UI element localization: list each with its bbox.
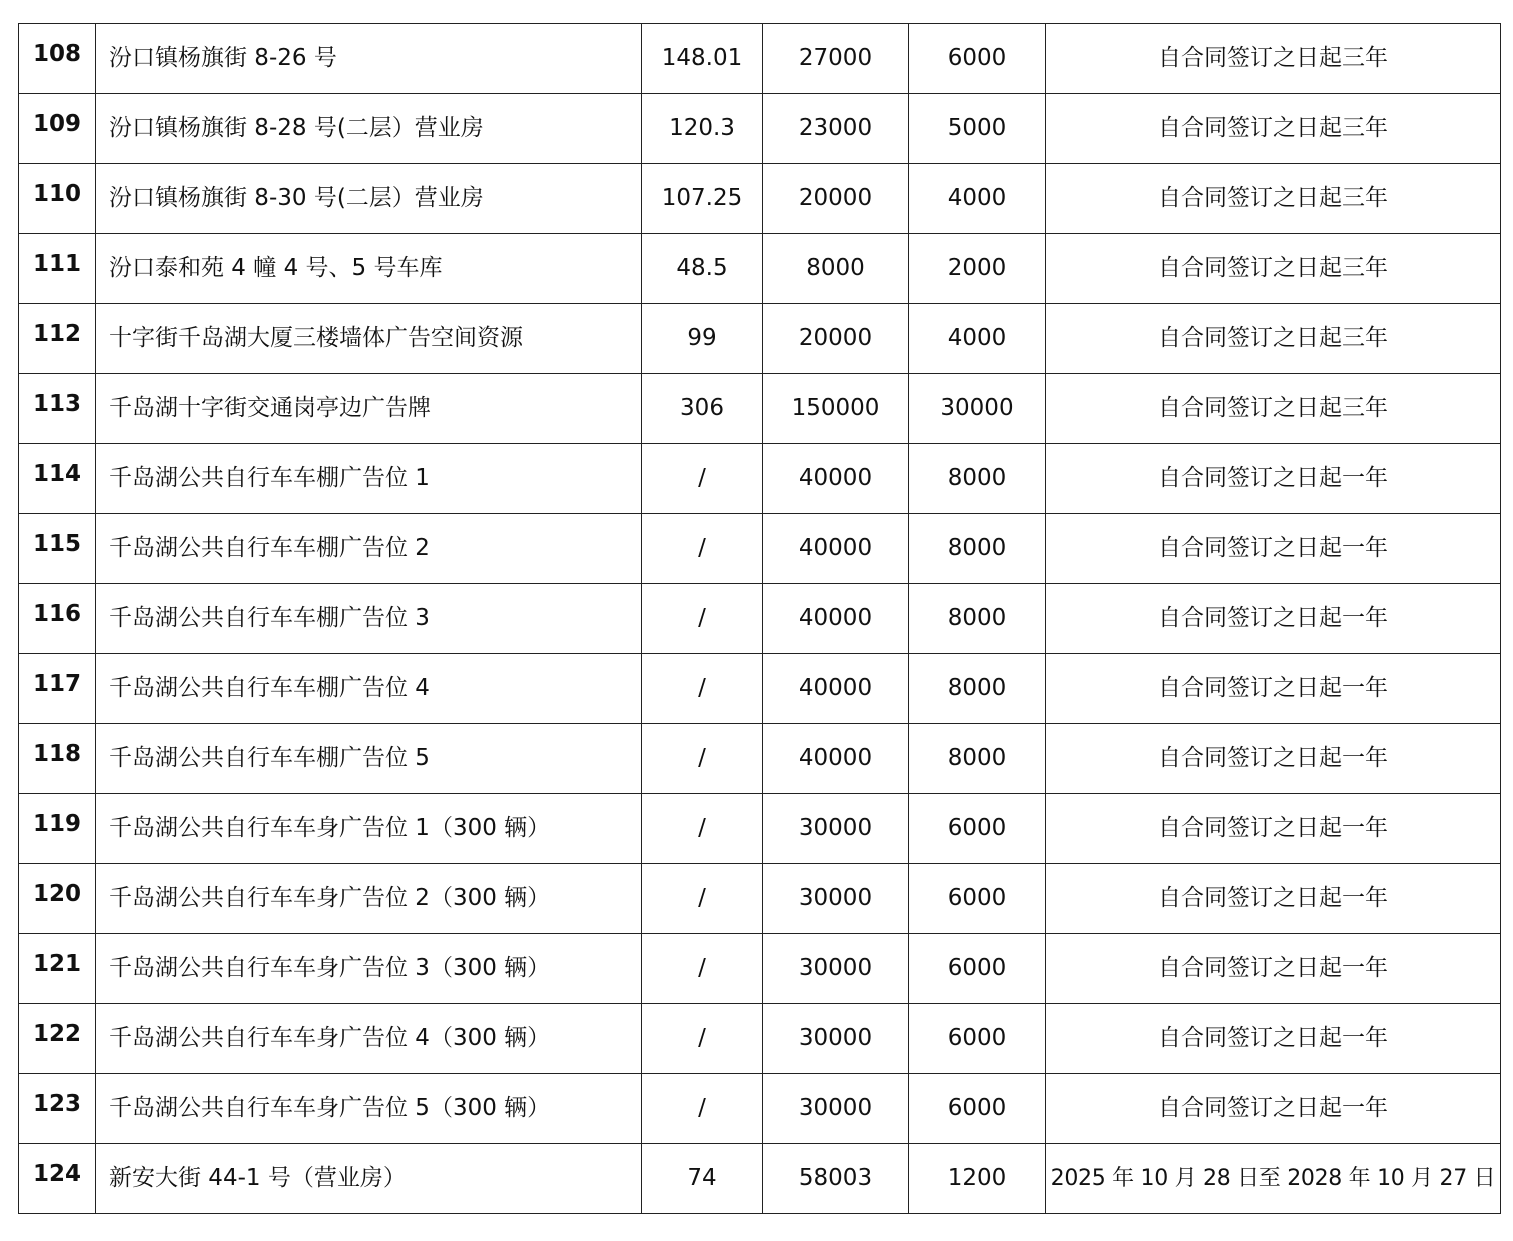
price-value: 40000	[763, 724, 909, 794]
document-page	[18, 23, 1501, 1214]
price-value: 27000	[763, 24, 909, 94]
lease-term: 自合同签订之日起三年	[1046, 304, 1501, 374]
table-row	[19, 24, 1501, 94]
lease-term: 自合同签订之日起一年	[1046, 654, 1501, 724]
lease-term: 自合同签订之日起三年	[1046, 234, 1501, 304]
row-number: 117	[19, 654, 96, 724]
row-number: 111	[19, 234, 96, 304]
deposit-value: 8000	[909, 514, 1046, 584]
deposit-value: 1200	[909, 1144, 1046, 1214]
asset-name: 千岛湖公共自行车车棚广告位 5	[96, 724, 642, 794]
row-number: 109	[19, 94, 96, 164]
table-row	[19, 1004, 1501, 1074]
table-row	[19, 374, 1501, 444]
deposit-value: 6000	[909, 24, 1046, 94]
asset-name: 千岛湖公共自行车车身广告位 5（300 辆）	[96, 1074, 642, 1144]
table-row	[19, 1074, 1501, 1144]
table-row	[19, 584, 1501, 654]
price-value: 40000	[763, 444, 909, 514]
table-row	[19, 234, 1501, 304]
price-value: 30000	[763, 934, 909, 1004]
row-number: 122	[19, 1004, 96, 1074]
deposit-value: 4000	[909, 164, 1046, 234]
area-value: 120.3	[642, 94, 763, 164]
deposit-value: 6000	[909, 794, 1046, 864]
lease-term: 自合同签订之日起一年	[1046, 794, 1501, 864]
area-value: 99	[642, 304, 763, 374]
price-value: 30000	[763, 1074, 909, 1144]
asset-name: 千岛湖公共自行车车棚广告位 4	[96, 654, 642, 724]
area-value: /	[642, 934, 763, 1004]
area-value: /	[642, 1004, 763, 1074]
row-number: 121	[19, 934, 96, 1004]
asset-name: 千岛湖公共自行车车棚广告位 3	[96, 584, 642, 654]
deposit-value: 8000	[909, 724, 1046, 794]
price-value: 30000	[763, 794, 909, 864]
row-number: 118	[19, 724, 96, 794]
lease-term: 自合同签订之日起三年	[1046, 374, 1501, 444]
deposit-value: 2000	[909, 234, 1046, 304]
asset-name: 汾口镇杨旗街 8-30 号(二层）营业房	[96, 164, 642, 234]
area-value: /	[642, 1074, 763, 1144]
row-number: 110	[19, 164, 96, 234]
asset-name: 新安大街 44-1 号（营业房）	[96, 1144, 642, 1214]
deposit-value: 4000	[909, 304, 1046, 374]
area-value: /	[642, 864, 763, 934]
deposit-value: 30000	[909, 374, 1046, 444]
lease-term: 自合同签订之日起一年	[1046, 514, 1501, 584]
asset-name: 千岛湖公共自行车车棚广告位 2	[96, 514, 642, 584]
table-row	[19, 724, 1501, 794]
price-value: 40000	[763, 514, 909, 584]
row-number: 124	[19, 1144, 96, 1214]
price-value: 20000	[763, 164, 909, 234]
lease-term: 自合同签订之日起一年	[1046, 444, 1501, 514]
asset-name: 千岛湖公共自行车车身广告位 1（300 辆）	[96, 794, 642, 864]
lease-term: 自合同签订之日起一年	[1046, 584, 1501, 654]
deposit-value: 8000	[909, 654, 1046, 724]
price-value: 8000	[763, 234, 909, 304]
table-row	[19, 164, 1501, 234]
row-number: 120	[19, 864, 96, 934]
table-row	[19, 304, 1501, 374]
deposit-value: 5000	[909, 94, 1046, 164]
lease-term: 2025 年 10 月 28 日至 2028 年 10 月 27 日	[1046, 1144, 1501, 1214]
row-number: 114	[19, 444, 96, 514]
asset-name: 千岛湖公共自行车车棚广告位 1	[96, 444, 642, 514]
lease-term: 自合同签订之日起三年	[1046, 94, 1501, 164]
row-number: 112	[19, 304, 96, 374]
row-number: 115	[19, 514, 96, 584]
asset-name: 千岛湖十字街交通岗亭边广告牌	[96, 374, 642, 444]
lease-term: 自合同签订之日起一年	[1046, 934, 1501, 1004]
row-number: 116	[19, 584, 96, 654]
lease-term: 自合同签订之日起三年	[1046, 24, 1501, 94]
table-row	[19, 514, 1501, 584]
lease-term: 自合同签订之日起一年	[1046, 1074, 1501, 1144]
asset-name: 千岛湖公共自行车车身广告位 3（300 辆）	[96, 934, 642, 1004]
price-value: 30000	[763, 1004, 909, 1074]
asset-name: 汾口镇杨旗街 8-28 号(二层）营业房	[96, 94, 642, 164]
row-number: 113	[19, 374, 96, 444]
price-value: 40000	[763, 654, 909, 724]
area-value: 306	[642, 374, 763, 444]
price-value: 20000	[763, 304, 909, 374]
table-body	[19, 24, 1501, 1214]
area-value: /	[642, 794, 763, 864]
row-number: 108	[19, 24, 96, 94]
row-number: 119	[19, 794, 96, 864]
deposit-value: 6000	[909, 934, 1046, 1004]
lease-term: 自合同签订之日起三年	[1046, 164, 1501, 234]
table-row	[19, 654, 1501, 724]
asset-name: 千岛湖公共自行车车身广告位 4（300 辆）	[96, 1004, 642, 1074]
area-value: /	[642, 724, 763, 794]
area-value: 148.01	[642, 24, 763, 94]
table-row	[19, 444, 1501, 514]
asset-name: 汾口泰和苑 4 幢 4 号、5 号车库	[96, 234, 642, 304]
area-value: 74	[642, 1144, 763, 1214]
area-value: /	[642, 444, 763, 514]
deposit-value: 6000	[909, 1074, 1046, 1144]
lease-term: 自合同签订之日起一年	[1046, 864, 1501, 934]
price-value: 58003	[763, 1144, 909, 1214]
deposit-value: 6000	[909, 1004, 1046, 1074]
lease-term: 自合同签订之日起一年	[1046, 1004, 1501, 1074]
area-value: /	[642, 654, 763, 724]
table-row	[19, 94, 1501, 164]
area-value: 107.25	[642, 164, 763, 234]
asset-name: 十字街千岛湖大厦三楼墙体广告空间资源	[96, 304, 642, 374]
asset-name: 汾口镇杨旗街 8-26 号	[96, 24, 642, 94]
area-value: /	[642, 514, 763, 584]
deposit-value: 8000	[909, 444, 1046, 514]
area-value: /	[642, 584, 763, 654]
area-value: 48.5	[642, 234, 763, 304]
table-row	[19, 1144, 1501, 1214]
price-value: 23000	[763, 94, 909, 164]
deposit-value: 6000	[909, 864, 1046, 934]
asset-lease-table	[18, 23, 1501, 1214]
lease-term: 自合同签订之日起一年	[1046, 724, 1501, 794]
asset-name: 千岛湖公共自行车车身广告位 2（300 辆）	[96, 864, 642, 934]
price-value: 40000	[763, 584, 909, 654]
row-number: 123	[19, 1074, 96, 1144]
price-value: 150000	[763, 374, 909, 444]
table-row	[19, 864, 1501, 934]
deposit-value: 8000	[909, 584, 1046, 654]
price-value: 30000	[763, 864, 909, 934]
table-row	[19, 934, 1501, 1004]
table-row	[19, 794, 1501, 864]
